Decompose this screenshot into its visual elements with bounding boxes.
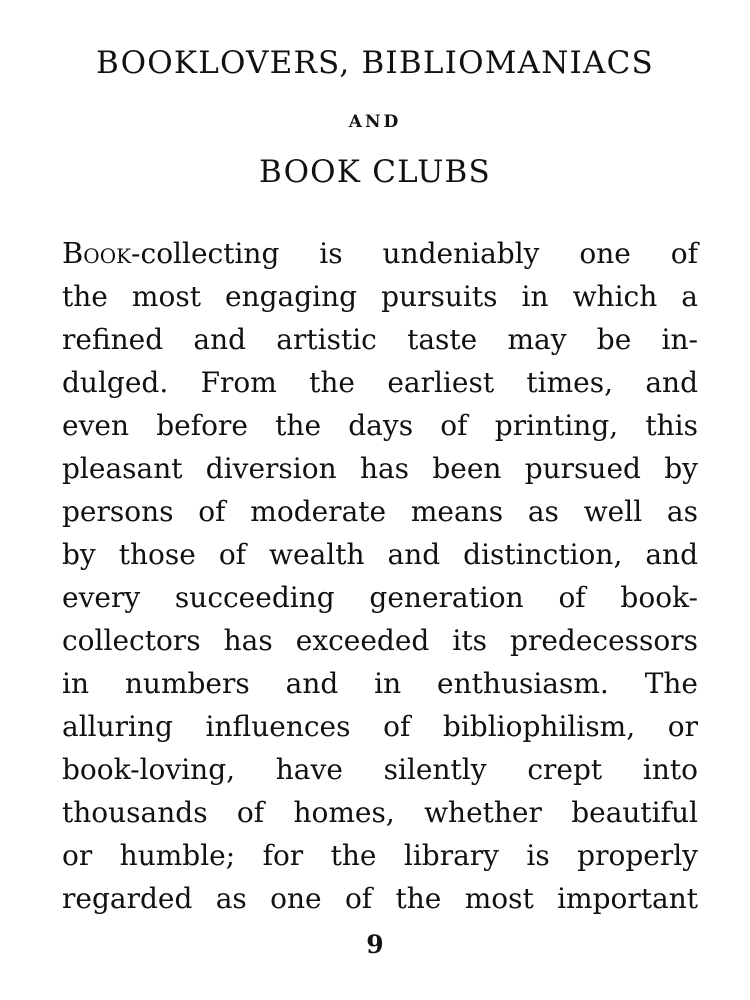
text-line: in numbers and in enthusiasm. The	[62, 667, 698, 700]
text-line: or humble; for the library is properly	[62, 839, 698, 872]
body-paragraph	[62, 232, 698, 920]
text-line: dulged. From the earliest times, and	[62, 366, 698, 399]
text-line: every succeeding generation of book-	[62, 581, 698, 614]
text-line-1	[62, 232, 698, 275]
text-line: even before the days of printing, this	[62, 409, 698, 442]
text-line: by those of wealth and distinction, and	[62, 538, 698, 571]
text-line: persons of moderate means as well as	[62, 495, 698, 528]
first-line-text: -collecting is undeniably one of	[131, 237, 698, 270]
text-line: thousands of homes, whether beautiful	[62, 796, 698, 829]
text-line: the most engaging pursuits in which a	[62, 280, 698, 313]
text-line: pleasant diversion has been pursued by	[62, 452, 698, 485]
text-line: refined and artistic taste may be in-	[62, 323, 698, 356]
text-line: book-loving, have silently crept into	[62, 753, 698, 786]
text-line: collectors has exceeded its predecessors	[62, 624, 698, 657]
text-line: regarded as one of the most important	[62, 882, 698, 915]
chapter-title-line-2: BOOK CLUBS	[259, 154, 491, 190]
small-caps-opening-word: Book	[62, 236, 132, 270]
text-line: alluring influences of bibliophilism, or	[62, 710, 698, 743]
chapter-title-conjunction: AND	[348, 112, 402, 132]
chapter-title-line-1: BOOKLOVERS, BIBLIOMANIACS	[96, 45, 654, 81]
page-number: 9	[366, 930, 384, 959]
